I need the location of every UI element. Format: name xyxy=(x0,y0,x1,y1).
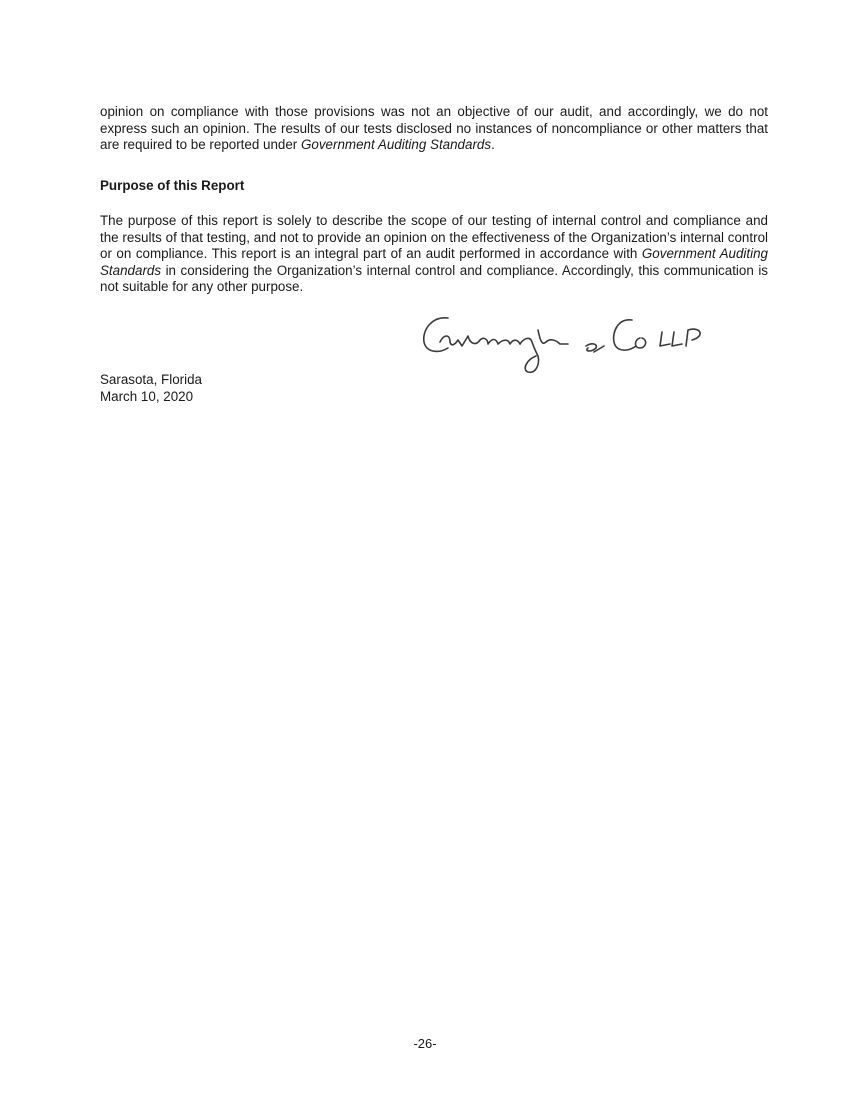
paragraph-text: The purpose of this report is solely to describe the scope of our testing of internal control and compliance and the results of that testing, and not to provide an opinion on the effectiveness of the Organization’s internal control or on compliance. This report is an integral part of an audit performed in accordance with xyxy=(100,213,768,261)
city-label: Sarasota, Florida xyxy=(100,372,202,387)
section-heading: Purpose of this Report xyxy=(100,178,245,193)
paragraph-text: . xyxy=(491,137,495,152)
compliance-paragraph xyxy=(100,104,768,154)
paragraph-italic-text: Government Auditing Standards xyxy=(100,246,768,278)
paragraph-text: opinion on compliance with those provisions was not an objective of our audit, and accordingly, we do not express such an opinion. The results of our tests disclosed no instances of noncompliance or other matters that are required to be reported under xyxy=(100,104,768,152)
page-number: -26- xyxy=(413,1036,437,1051)
paragraph-italic-text: Government Auditing Standards xyxy=(301,137,492,152)
paragraph-text: in considering the Organization’s internal control and compliance. Accordingly, this communication is not suitable for any other purpose. xyxy=(100,262,768,294)
handwritten-signature xyxy=(418,300,748,380)
signature-block xyxy=(100,372,202,405)
purpose-paragraph xyxy=(100,213,768,296)
report-date: March 10, 2020 xyxy=(100,388,194,404)
